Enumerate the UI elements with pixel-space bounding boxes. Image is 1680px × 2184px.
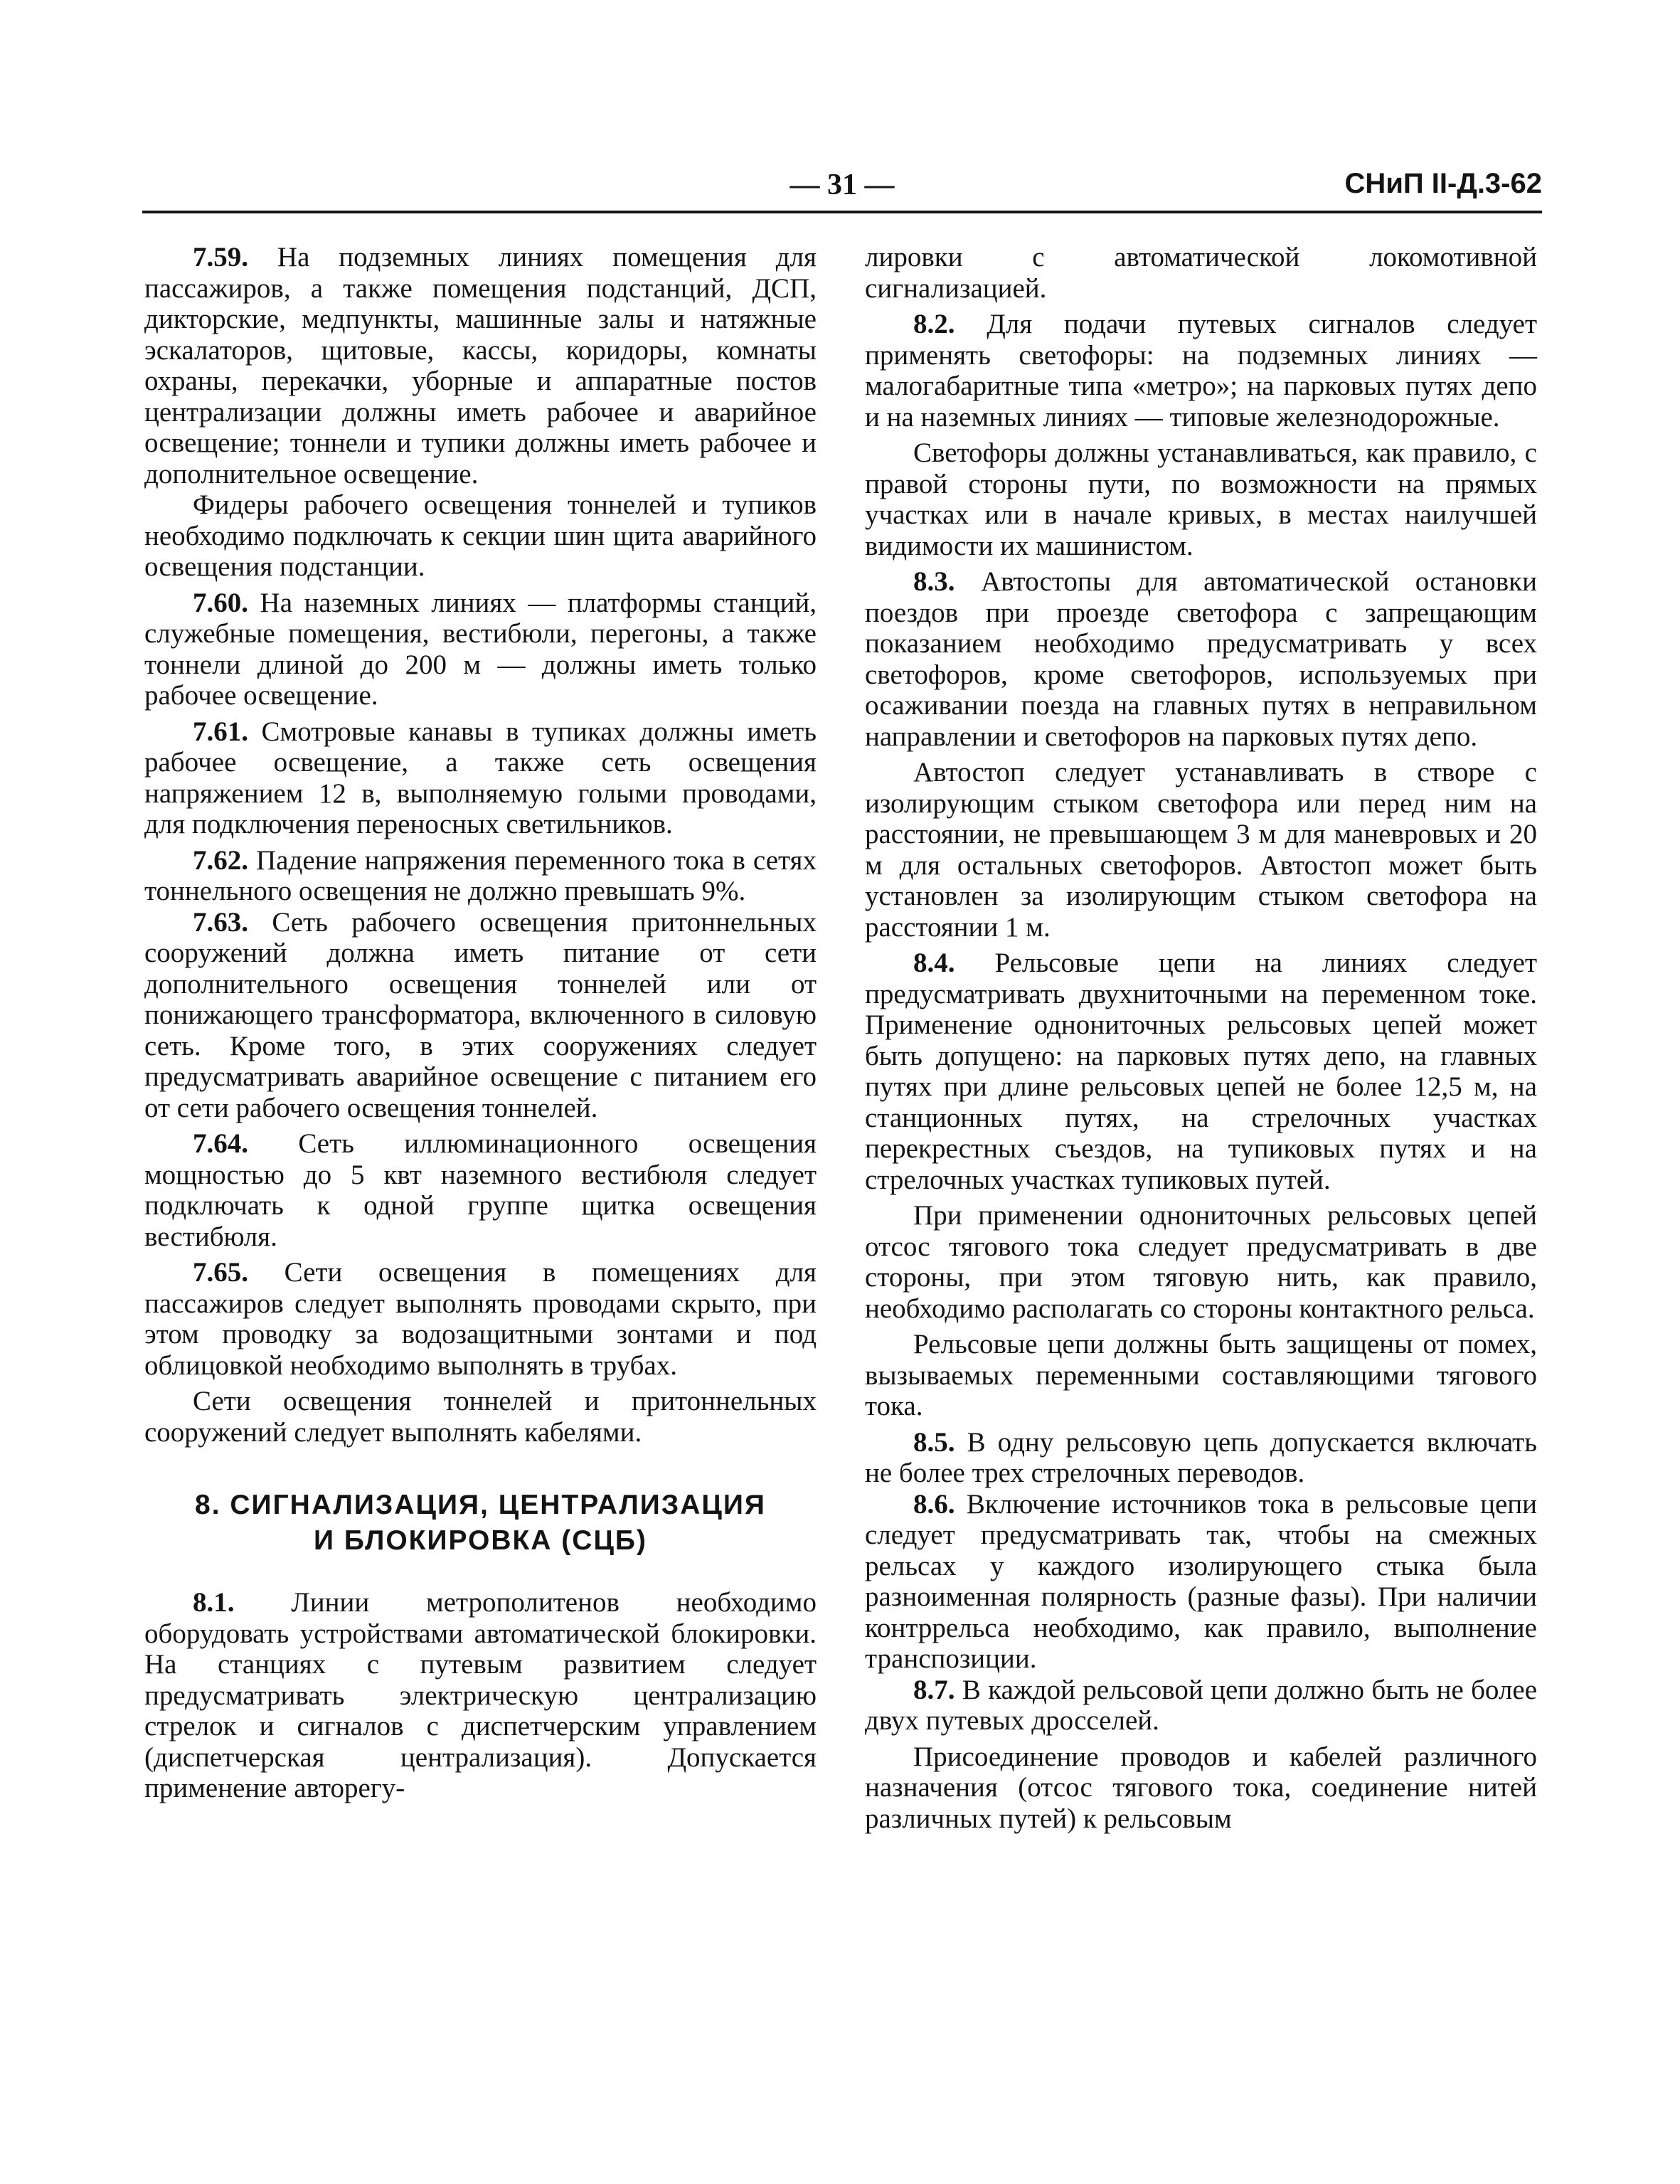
paragraph-7-59 [144, 242, 817, 489]
clause-number: 7.62. [193, 844, 248, 876]
clause-number: 7.65. [193, 1257, 248, 1288]
paragraph-8-3-autostop: Автостоп следует устанавливать в створе с изолирующим стыком светофора или перед ним на расстоянии, не превышающем 3 м для маневровых и 20 м для остальных светофоров. Автостоп может быть установлен за изолирующим стыком светофора на расстоянии 1 м. [865, 757, 1537, 943]
left-column [144, 242, 817, 1804]
clause-number: 7.60. [193, 587, 248, 618]
page-header [142, 168, 1542, 211]
paragraph-8-5 [865, 1427, 1537, 1489]
paragraph-7-61 [144, 716, 817, 840]
clause-number: 8.1. [193, 1587, 235, 1618]
paragraph-8-6 [865, 1489, 1537, 1675]
clause-text: В каждой рельсовой цепи должно быть не более двух путевых дросселей. [865, 1674, 1538, 1736]
clause-text: Падение напряжения переменного тока в сетях тоннельного освещения не должно превышать 9%. [144, 844, 817, 906]
section-heading-line-1: 8. СИГНАЛИЗАЦИЯ, ЦЕНТРАЛИЗАЦИЯ [195, 1490, 766, 1520]
page-number: — 31 — [790, 169, 895, 201]
clause-number: 7.59. [193, 242, 248, 272]
clause-text: Автостопы для автоматической остановки поездов при проезде светофора с запрещающим показанием необходимо предусматривать у всех светофоров, кроме светофоров, используемых при осаживании поезда на главных путях в неправильном направлении и светофоров на парковых путях депо. [865, 566, 1537, 752]
section-8-heading [144, 1488, 817, 1559]
paragraph-8-2-signals: Светофоры должны устанавливаться, как правило, с правой стороны пути, по возможности на прямых участках или в начале кривых, в местах наилучшей видимости их машинистом. [865, 438, 1537, 561]
clause-number: 7.63. [193, 906, 248, 938]
clause-number: 8.3. [913, 566, 955, 597]
paragraph-8-2 [865, 309, 1537, 433]
clause-number: 7.61. [193, 716, 248, 747]
header-divider [142, 211, 1542, 213]
clause-number: 8.5. [913, 1426, 955, 1458]
clause-text: На подземных линиях помещения для пассажиров, а также помещения подстанций, ДСП, дикторские, медпункты, машинные залы и натяжные эскалаторов, щитовые, кассы, коридоры, комнаты охраны, перекачки, уборные и аппаратные постов централизации должны иметь рабочее и аварийное освещение; тоннели и тупики должны иметь рабочее и дополнительное освещение. [144, 242, 817, 489]
paragraph-7-65-cables: Сети освещения тоннелей и притоннельных сооружений следует выполнять кабелями. [144, 1386, 817, 1448]
clause-text: Включение источников тока в рельсовые цепи следует предусматривать так, чтобы на смежных рельсах у каждого изолирующего стыка была разноименная полярность (разные фазы). При наличии контррельса необходимо, как правило, выполнение транспозиции. [865, 1488, 1538, 1674]
paragraph-8-4-single-rail: При применении однониточных рельсовых цепей отсос тягового тока следует предусматривать в две стороны, при этом тяговую нить, как правило, необходимо располагать со стороны контактного рельса. [865, 1200, 1537, 1324]
clause-number: 7.64. [193, 1128, 248, 1159]
paragraph-8-7-connections: Присоединение проводов и кабелей различного назначения (отсос тягового тока, соединение нитей различных путей) к рельсовым [865, 1741, 1537, 1834]
paragraph-7-65 [144, 1257, 817, 1381]
paragraph-7-62 [144, 845, 817, 907]
clause-number: 8.2. [913, 309, 955, 339]
paragraph-7-64 [144, 1128, 817, 1252]
clause-text: Смотровые канавы в тупиках должны иметь рабочее освещение, а также сеть освещения напряжением 12 в, выполняемую голыми проводами, для подключения переносных светильников. [144, 716, 817, 839]
paragraph-7-60 [144, 588, 817, 711]
paragraph-8-3 [865, 566, 1537, 752]
clause-text: Сеть иллюминационного освещения мощностью до 5 квт наземного вестибюля следует подключать к одной группе щитка освещения вестибюля. [144, 1128, 817, 1252]
paragraph-7-63 [144, 907, 817, 1124]
clause-text: Рельсовые цепи на линиях следует предусматривать двухниточными на переменном токе. Применение однониточных рельсовых цепей может быть допущено: на парковых путях депо, на главных путях при длине рельсовых цепей не более 12,5 м, на станционных путях, на стрелочных участках перекрестных съездов, на тупиковых путях и на стрелочных участках тупиковых путей. [865, 948, 1538, 1195]
clause-text: Линии метрополитенов необходимо оборудовать устройствами автоматической блокировки. На станциях с путевым развитием следует предусматривать электрическую централизацию стрелок и сигналов с диспетчерским управлением (диспетчерская централизация). Допускается применение авторегу- [144, 1587, 817, 1803]
paragraph-8-4-interference: Рельсовые цепи должны быть защищены от помех, вызываемых переменными составляющими тягового тока. [865, 1329, 1537, 1421]
section-heading-line-2: И БЛОКИРОВКА (СЦБ) [314, 1525, 647, 1556]
paragraph-7-59-feeders: Фидеры рабочего освещения тоннелей и тупиков необходимо подключать к секции шин щита аварийного освещения подстанции. [144, 489, 817, 582]
clause-text: На наземных линиях — платформы станций, служебные помещения, вестибюли, перегоны, а также тоннели длиной до 200 м — должны иметь только рабочее освещение. [144, 587, 817, 711]
paragraph-8-1-continued: лировки с автоматической локомотивной сигнализацией. [865, 242, 1537, 304]
clause-number: 8.6. [913, 1488, 955, 1520]
clause-text: Сети освещения в помещениях для пассажиров следует выполнять проводами скрыто, при этом проводку за водозащитными зонтами и под облицовкой необходимо выполнять в трубах. [144, 1257, 817, 1381]
clause-number: 8.7. [913, 1674, 955, 1705]
right-column [865, 242, 1537, 1834]
paragraph-8-7 [865, 1675, 1537, 1737]
clause-text: Для подачи путевых сигналов следует применять светофоры: на подземных линиях — малогабаритные типа «метро»; на парковых путях депо и на наземных линиях — типовые железнодорожные. [865, 309, 1538, 433]
clause-text: В одну рельсовую цепь допускается включать не более трех стрелочных переводов. [865, 1426, 1538, 1488]
clause-text: Сеть рабочего освещения притоннельных сооружений должна иметь питание от сети дополнительного освещения тоннелей или от понижающего трансформатора, включенного в силовую сеть. Кроме того, в этих сооружениях следует предусматривать аварийное освещение с питанием его от сети рабочего освещения тоннелей. [144, 906, 817, 1123]
paragraph-8-4 [865, 948, 1537, 1195]
document-code: СНиП II-Д.3-62 [1344, 168, 1542, 199]
clause-number: 8.4. [913, 948, 955, 978]
paragraph-8-1 [144, 1587, 817, 1804]
